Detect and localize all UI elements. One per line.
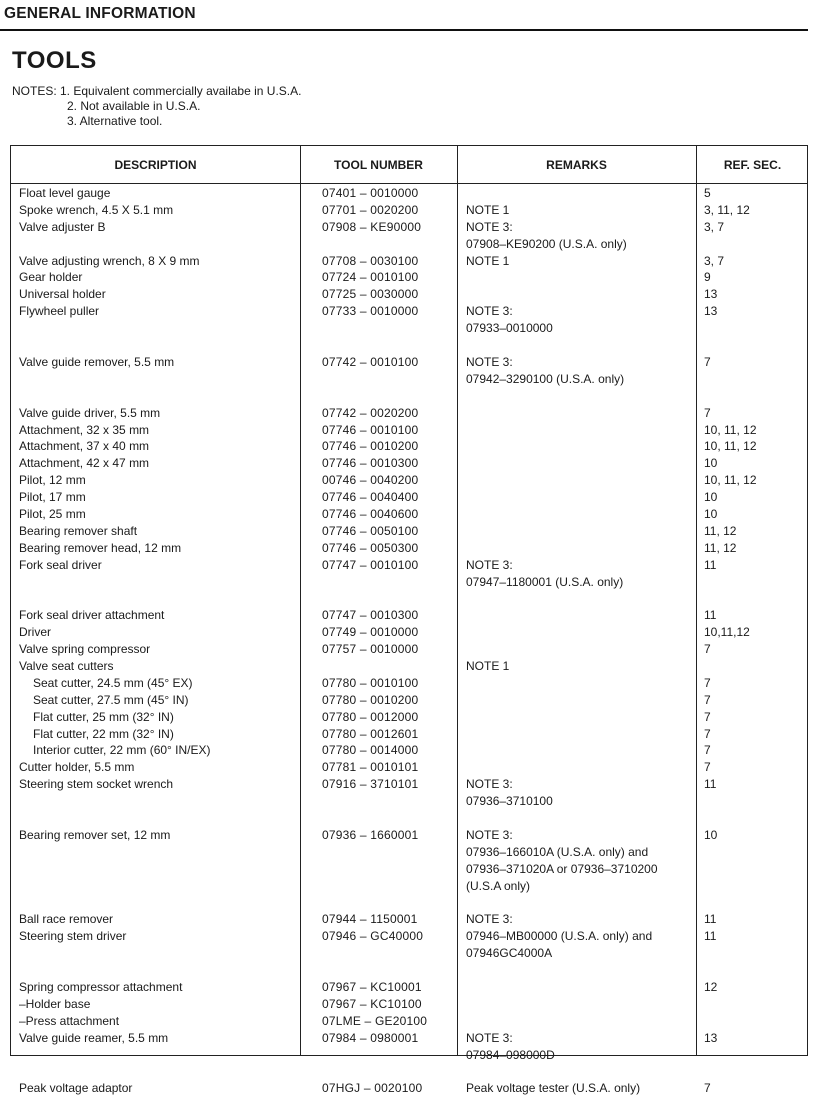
- cell-tool-number: 07984 – 0980001: [322, 1030, 419, 1045]
- cell-description: Valve spring compressor: [19, 642, 151, 657]
- remark-line: NOTE 1: [466, 659, 510, 673]
- table-row: [11, 557, 809, 608]
- cell-description: Peak voltage adaptor: [19, 1081, 133, 1096]
- remark-line: 07984–098000D: [466, 1047, 555, 1062]
- cell-ref-sec: 11: [704, 912, 717, 927]
- cell-remarks: [466, 219, 696, 253]
- column-header-remarks: REMARKS: [546, 158, 607, 172]
- cell-description: Seat cutter, 27.5 mm (45° IN): [33, 692, 189, 707]
- cell-tool-number: 00746 – 0040200: [322, 473, 419, 488]
- cell-tool-number: 07746 – 0040400: [322, 490, 419, 505]
- remark-line: NOTE 3:: [466, 1030, 513, 1045]
- table-row: [11, 675, 809, 692]
- table-row: [11, 253, 809, 270]
- remark-line: NOTE 3:: [466, 912, 513, 927]
- cell-description: Valve adjuster B: [19, 219, 106, 234]
- cell-description: Valve guide reamer, 5.5 mm: [19, 1030, 169, 1045]
- table-row: [11, 354, 809, 405]
- table-row: [11, 202, 809, 219]
- table-row: [11, 776, 809, 827]
- cell-description: –Press attachment: [19, 1013, 120, 1028]
- table-row: [11, 624, 809, 641]
- cell-description: Float level gauge: [19, 186, 111, 200]
- remark-line: NOTE 1: [466, 202, 510, 217]
- remark-line: 07947–1180001 (U.S.A. only): [466, 574, 624, 589]
- cell-ref-sec: 7: [704, 405, 711, 420]
- cell-tool-number: 07725 – 0030000: [322, 287, 419, 302]
- remark-line: 07908–KE90200 (U.S.A. only): [466, 236, 627, 251]
- table-row: [11, 489, 809, 506]
- cell-remarks: [466, 253, 696, 270]
- cell-tool-number: 07747 – 0010100: [322, 557, 419, 572]
- remark-line: 07936–3710100: [466, 794, 553, 809]
- cell-remarks: [466, 1080, 696, 1097]
- cell-description: Steering stem driver: [19, 929, 127, 944]
- remark-line: NOTE 3:: [466, 354, 513, 369]
- cell-remarks: [466, 202, 696, 219]
- cell-tool-number: 07746 – 0050300: [322, 540, 419, 555]
- cell-tool-number: 07936 – 1660001: [322, 827, 419, 842]
- cell-tool-number: 07967 – KC10100: [322, 996, 422, 1011]
- cell-tool-number: 07701 – 0020200: [322, 202, 419, 217]
- cell-ref-sec: 11: [704, 608, 717, 623]
- cell-tool-number: 07733 – 0010000: [322, 304, 419, 319]
- cell-tool-number: 07908 – KE90000: [322, 219, 422, 234]
- cell-description: Bearing remover shaft: [19, 523, 138, 538]
- table-row: [11, 692, 809, 709]
- cell-tool-number: 07946 – GC40000: [322, 929, 424, 944]
- table-row: [11, 422, 809, 439]
- cell-ref-sec: 10, 11, 12: [704, 422, 757, 437]
- cell-ref-sec: 10: [704, 506, 718, 521]
- table-row: [11, 455, 809, 472]
- cell-description: Flywheel puller: [19, 304, 100, 319]
- header-rule: [0, 29, 808, 31]
- cell-tool-number: 07746 – 0050100: [322, 523, 419, 538]
- cell-tool-number: 07944 – 1150001: [322, 912, 418, 927]
- table-row: [11, 911, 809, 928]
- column-header-tool-number: TOOL NUMBER: [334, 158, 423, 172]
- cell-remarks: [466, 928, 696, 962]
- cell-tool-number: 07746 – 0010300: [322, 456, 419, 471]
- cell-description: Pilot, 12 mm: [19, 473, 86, 488]
- remark-line: NOTE 3:: [466, 304, 513, 319]
- remark-line: NOTE 3:: [466, 219, 513, 234]
- cell-ref-sec: 5: [704, 186, 711, 200]
- cell-tool-number: 07746 – 0010200: [322, 439, 419, 454]
- table-row: [11, 1080, 809, 1097]
- cell-remarks: [466, 1030, 696, 1064]
- cell-ref-sec: 3, 7: [704, 253, 725, 268]
- table-row: [11, 641, 809, 658]
- cell-ref-sec: 11: [704, 557, 717, 572]
- table-row: [11, 709, 809, 726]
- cell-tool-number: 07LME – GE20100: [322, 1013, 428, 1028]
- note-line: 2. Not available in U.S.A.: [67, 99, 201, 113]
- table-row: [11, 540, 809, 557]
- remark-line: (U.S.A only): [466, 878, 531, 893]
- remark-line: NOTE 3:: [466, 557, 513, 572]
- cell-description: Pilot, 17 mm: [19, 490, 86, 505]
- cell-description: Seat cutter, 24.5 mm (45° EX): [33, 675, 193, 690]
- note-line: 3. Alternative tool.: [67, 114, 163, 128]
- cell-tool-number: 07401 – 0010000: [322, 186, 419, 200]
- cell-ref-sec: 3, 7: [704, 219, 725, 234]
- cell-remarks: [466, 303, 696, 337]
- cell-ref-sec: 10: [704, 827, 718, 842]
- table-row: [11, 286, 809, 303]
- cell-tool-number: 07746 – 0010100: [322, 422, 419, 437]
- cell-ref-sec: 10: [704, 456, 718, 471]
- cell-tool-number: 07780 – 0014000: [322, 743, 419, 758]
- table-row: [11, 219, 809, 253]
- cell-ref-sec: 7: [704, 760, 711, 775]
- cell-ref-sec: 7: [704, 642, 711, 657]
- cell-description: Universal holder: [19, 287, 106, 302]
- cell-description: Valve adjusting wrench, 8 X 9 mm: [19, 253, 200, 268]
- cell-description: Steering stem socket wrench: [19, 777, 174, 792]
- table-row: [11, 996, 809, 1013]
- cell-description: Bearing remover set, 12 mm: [19, 827, 171, 842]
- column-header-ref-sec: REF. SEC.: [723, 158, 782, 172]
- cell-ref-sec: 13: [704, 304, 718, 319]
- cell-ref-sec: 7: [704, 726, 711, 741]
- cell-ref-sec: 7: [704, 692, 711, 707]
- cell-ref-sec: 11: [704, 777, 717, 792]
- table-row: [11, 928, 809, 979]
- column-header-description: DESCRIPTION: [114, 158, 197, 172]
- remark-line: 07936–371020A or 07936–3710200: [466, 861, 658, 876]
- cell-tool-number: 07742 – 0010100: [322, 354, 419, 369]
- table-row: [11, 472, 809, 489]
- cell-ref-sec: 10: [704, 490, 718, 505]
- table-row: [11, 658, 809, 675]
- table-row: [11, 827, 809, 912]
- cell-tool-number: 07780 – 0012601: [322, 726, 419, 741]
- section-header: GENERAL INFORMATION: [4, 5, 196, 22]
- cell-tool-number: 07708 – 0030100: [322, 253, 419, 268]
- table-row: [11, 1030, 809, 1081]
- page-title: TOOLS: [12, 47, 97, 74]
- remark-line: 07946GC4000A: [466, 946, 553, 961]
- table-row: [11, 303, 809, 354]
- cell-description: Flat cutter, 25 mm (32° IN): [33, 709, 174, 724]
- cell-ref-sec: 7: [704, 709, 711, 724]
- cell-ref-sec: 7: [704, 743, 711, 758]
- cell-ref-sec: 11, 12: [704, 540, 737, 555]
- cell-tool-number: 07916 – 3710101: [322, 777, 419, 792]
- cell-remarks: [466, 827, 696, 895]
- table-row: [11, 726, 809, 743]
- remark-line: 07942–3290100 (U.S.A. only): [466, 371, 625, 386]
- remark-line: 07933–0010000: [466, 321, 553, 336]
- tools-table: [10, 145, 808, 1096]
- cell-tool-number: 07757 – 0010000: [322, 642, 419, 657]
- cell-description: Fork seal driver attachment: [19, 608, 165, 623]
- cell-ref-sec: 7: [704, 1081, 711, 1096]
- header-divider: [11, 183, 807, 184]
- cell-description: Attachment, 42 x 47 mm: [19, 456, 150, 471]
- table-row: [11, 607, 809, 624]
- cell-description: Ball race remover: [19, 912, 114, 927]
- cell-description: Fork seal driver: [19, 557, 102, 572]
- table-row: [11, 185, 809, 202]
- cell-description: Valve guide driver, 5.5 mm: [19, 405, 161, 420]
- cell-ref-sec: 10,11,12: [704, 625, 750, 640]
- cell-tool-number: 07724 – 0010100: [322, 270, 419, 285]
- cell-description: Attachment, 32 x 35 mm: [19, 422, 150, 437]
- table-row: [11, 759, 809, 776]
- cell-ref-sec: 13: [704, 1030, 718, 1045]
- cell-description: Valve seat cutters: [19, 659, 114, 673]
- cell-description: Attachment, 37 x 40 mm: [19, 439, 150, 454]
- table-row: [11, 1013, 809, 1030]
- cell-tool-number: 07967 – KC10001: [322, 980, 422, 994]
- cell-ref-sec: 9: [704, 270, 711, 285]
- cell-description: Driver: [19, 625, 51, 640]
- table-row: [11, 742, 809, 759]
- remark-line: 07936–166010A (U.S.A. only) and: [466, 844, 649, 859]
- table-row: [11, 269, 809, 286]
- cell-tool-number: 07780 – 0012000: [322, 709, 419, 724]
- cell-tool-number: 07780 – 0010100: [322, 675, 419, 690]
- cell-description: Pilot, 25 mm: [19, 506, 86, 521]
- cell-description: Spoke wrench, 4.5 X 5.1 mm: [19, 202, 174, 217]
- table-row: [11, 979, 809, 996]
- cell-ref-sec: 10, 11, 12: [704, 439, 757, 454]
- cell-remarks: [466, 911, 696, 928]
- cell-tool-number: 07747 – 0010300: [322, 608, 419, 623]
- table-body: [11, 185, 809, 1097]
- cell-ref-sec: 12: [704, 980, 718, 994]
- cell-tool-number: 07781 – 0010101: [322, 760, 419, 775]
- cell-tool-number: 07780 – 0010200: [322, 692, 419, 707]
- table-row: [11, 506, 809, 523]
- cell-description: Valve guide remover, 5.5 mm: [19, 354, 175, 369]
- cell-tool-number: 07746 – 0040600: [322, 506, 419, 521]
- cell-tool-number: 07742 – 0020200: [322, 405, 419, 420]
- cell-ref-sec: 7: [704, 675, 711, 690]
- notes-block: [12, 84, 301, 129]
- cell-description: –Holder base: [19, 996, 91, 1011]
- remark-line: 07946–MB00000 (U.S.A. only) and: [466, 929, 653, 944]
- cell-description: Spring compressor attachment: [19, 980, 183, 994]
- note-line: NOTES: 1. Equivalent commercially availabe in U.S.A.: [12, 84, 302, 98]
- cell-remarks: [466, 776, 696, 810]
- table-row: [11, 438, 809, 455]
- cell-description: Interior cutter, 22 mm (60° IN/EX): [33, 743, 211, 758]
- remark-line: Peak voltage tester (U.S.A. only): [466, 1081, 641, 1096]
- cell-ref-sec: 3, 11, 12: [704, 202, 750, 217]
- remark-line: NOTE 1: [466, 253, 510, 268]
- remark-line: NOTE 3:: [466, 827, 513, 842]
- cell-ref-sec: 11, 12: [704, 523, 737, 538]
- cell-ref-sec: 10, 11, 12: [704, 473, 757, 488]
- cell-description: Flat cutter, 22 mm (32° IN): [33, 726, 174, 741]
- cell-tool-number: 07749 – 0010000: [322, 625, 419, 640]
- cell-remarks: [466, 557, 696, 591]
- remark-line: NOTE 3:: [466, 777, 513, 792]
- cell-ref-sec: 13: [704, 287, 718, 302]
- cell-ref-sec: 11: [704, 929, 717, 944]
- cell-remarks: [466, 658, 696, 675]
- cell-ref-sec: 7: [704, 354, 711, 369]
- cell-description: Bearing remover head, 12 mm: [19, 540, 182, 555]
- cell-description: Cutter holder, 5.5 mm: [19, 760, 135, 775]
- cell-remarks: [466, 354, 696, 388]
- cell-description: Gear holder: [19, 270, 83, 285]
- cell-tool-number: 07HGJ – 0020100: [322, 1081, 423, 1096]
- table-row: [11, 405, 809, 422]
- table-row: [11, 523, 809, 540]
